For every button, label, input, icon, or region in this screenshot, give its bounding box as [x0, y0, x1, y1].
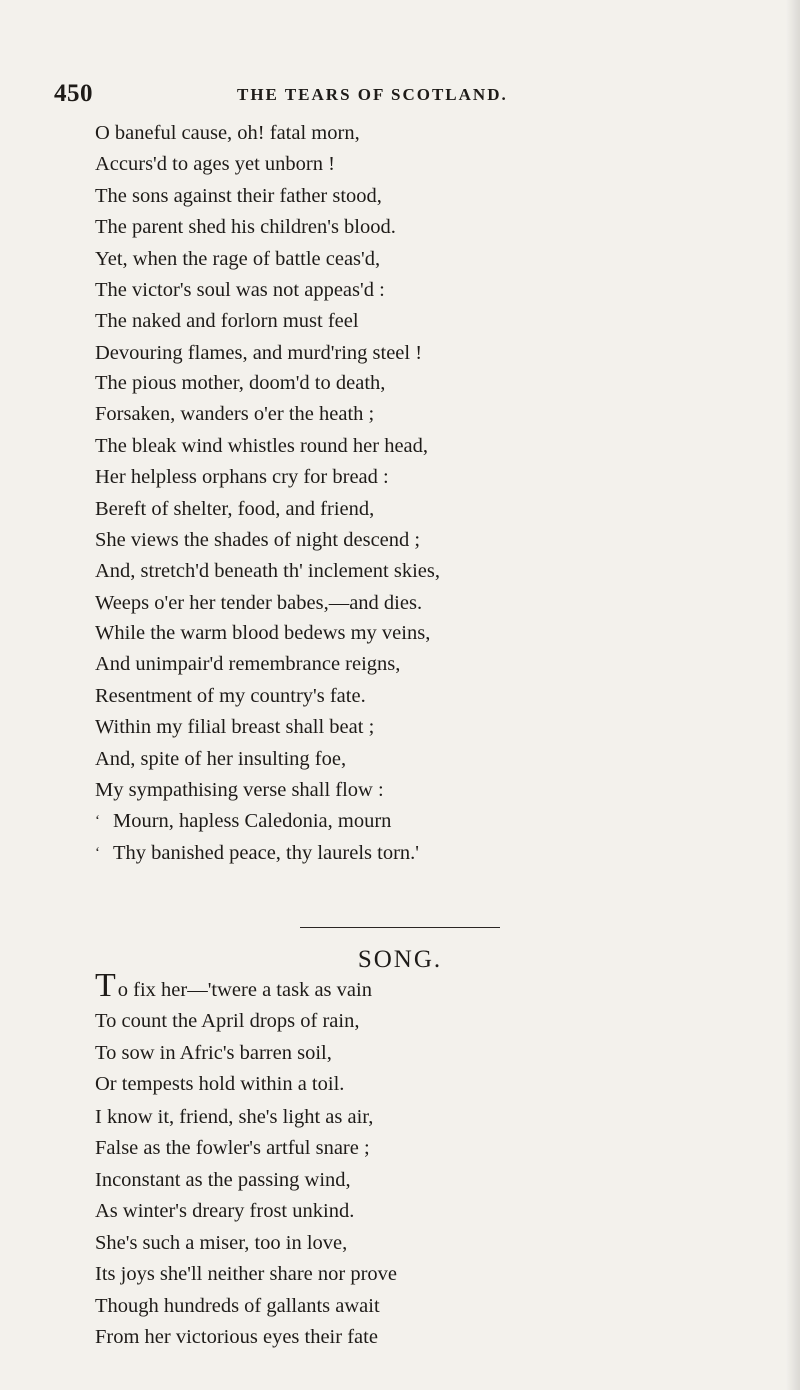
- poem-stanza-3: [95, 618, 430, 869]
- song-line: Its joys she'll neither share nor prove: [95, 1263, 398, 1286]
- poem-line: And, stretch'd beneath th' inclement skies,: [95, 560, 440, 583]
- poem-line: The victor's soul was not appeas'd :: [95, 279, 385, 302]
- poem-line: Forsaken, wanders o'er the heath ;: [95, 403, 375, 426]
- drop-cap: T: [95, 967, 116, 1004]
- poem-stanza-2: [95, 368, 440, 619]
- poem-line: While the warm blood bedews my veins,: [95, 622, 431, 644]
- quote-mark: ‘: [95, 813, 100, 830]
- page-number: 450: [54, 80, 93, 107]
- poem-line: Resentment of my country's fate.: [95, 684, 366, 707]
- song-line: False as the fowler's artful snare ;: [95, 1137, 370, 1160]
- song-line: Inconstant as the passing wind,: [95, 1168, 351, 1191]
- quote-mark: ‘: [95, 844, 100, 861]
- poem-line: Weeps o'er her tender babes,—and dies.: [95, 591, 423, 614]
- song-first-line: [95, 967, 372, 1006]
- poem-line: O baneful cause, oh! fatal morn,: [95, 122, 360, 144]
- song-stanza-2: [95, 1102, 373, 1228]
- poem-line: My sympathising verse shall flow :: [95, 779, 384, 802]
- page-edge-shadow: [786, 0, 800, 1390]
- poem-line: Devouring flames, and murd'ring steel !: [95, 341, 423, 364]
- poem-stanza-1: [95, 118, 422, 369]
- song-line: From her victorious eyes their fate: [95, 1326, 378, 1349]
- song-stanza-1: [95, 967, 372, 1101]
- song-stanza-3: [95, 1228, 397, 1354]
- poem-line: And unimpair'd remembrance reigns,: [95, 653, 401, 676]
- poem-line-quoted: [95, 838, 430, 869]
- song-title: SONG.: [357, 946, 443, 973]
- poem-line: The bleak wind whistles round her head,: [95, 434, 429, 457]
- song-line: She's such a miser, too in love,: [95, 1232, 348, 1254]
- poem-line: The naked and forlorn must feel: [95, 310, 359, 333]
- song-line: Though hundreds of gallants await: [95, 1294, 380, 1317]
- poem-line: The pious mother, doom'd to death,: [95, 372, 386, 394]
- poem-line: Accurs'd to ages yet unborn !: [95, 153, 335, 176]
- song-line: Or tempests hold within a toil.: [95, 1073, 345, 1096]
- poem-line: Yet, when the rage of battle ceas'd,: [95, 247, 381, 270]
- poem-line: Within my filial breast shall beat ;: [95, 716, 375, 739]
- poem-line: The parent shed his children's blood.: [95, 216, 396, 239]
- song-line: I know it, friend, she's light as air,: [95, 1106, 374, 1128]
- song-line: To sow in Afric's barren soil,: [95, 1041, 332, 1064]
- section-divider: [300, 927, 500, 928]
- page-header: [0, 80, 800, 114]
- poem-line-text: Thy banished peace, thy laurels torn.': [113, 841, 419, 864]
- poem-line: And, spite of her insulting foe,: [95, 747, 347, 770]
- song-line: To count the April drops of rain,: [95, 1010, 360, 1033]
- poem-line: She views the shades of night descend ;: [95, 529, 421, 552]
- running-head: THE TEARS OF SCOTLAND.: [237, 85, 508, 104]
- poem-line-quoted: [95, 806, 430, 837]
- song-line: As winter's dreary frost unkind.: [95, 1200, 355, 1223]
- song-first-line-text: o fix her—'twere a task as vain: [117, 979, 372, 1001]
- poem-line: Bereft of shelter, food, and friend,: [95, 497, 375, 520]
- poem-line: Her helpless orphans cry for bread :: [95, 466, 389, 489]
- poem-line-text: Mourn, hapless Caledonia, mourn: [113, 810, 392, 833]
- poem-line: The sons against their father stood,: [95, 184, 382, 207]
